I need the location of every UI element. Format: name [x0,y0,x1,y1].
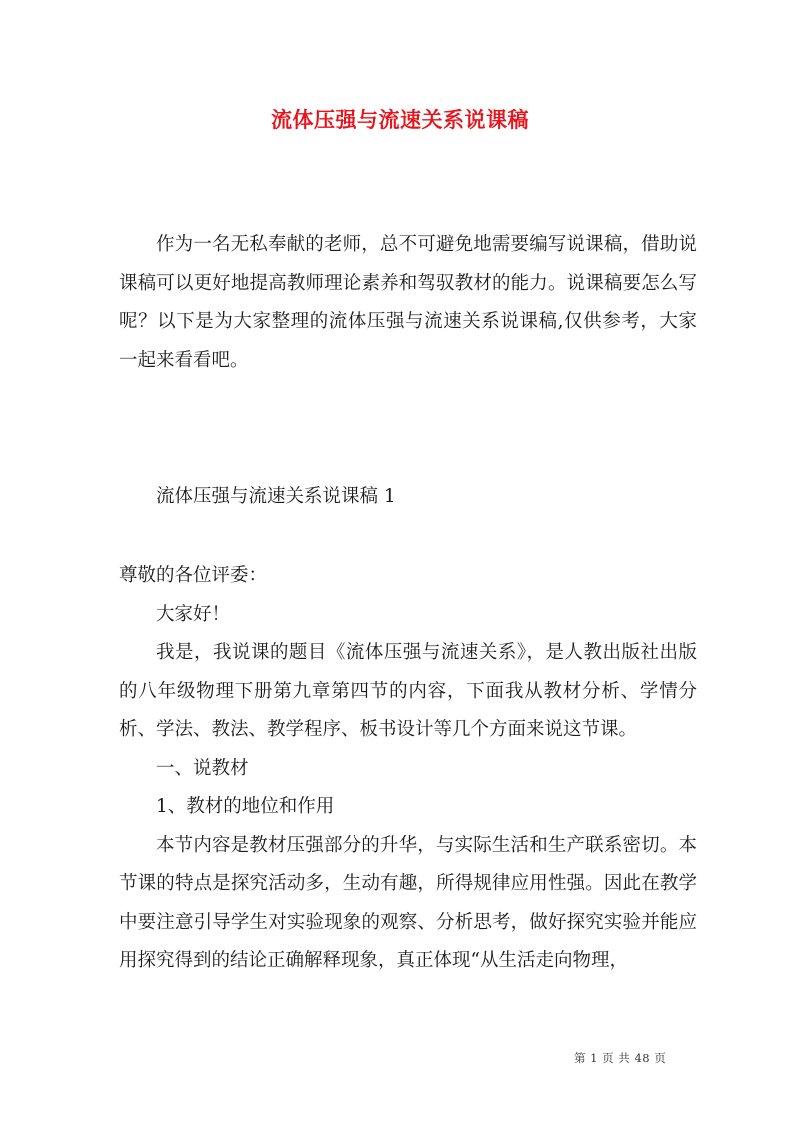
body-paragraph: 本节内容是教材压强部分的升华，与实际生活和生产联系密切。本节课的特点是探究活动多，生动有趣，所得规律应用性强。因此在教学中要注意引导学生对实验现象的观察、分析思考，做好探究实验并能应用探究得到的结论正确解释现象，真正体现“从生活走向物理， [119,834,697,971]
body-paragraph: 我是，我说课的题目《流体压强与流速关系》，是人教出版社出版的八年级物理下册第九章第四节的内容，下面我从教材分析、学情分析、学法、教法、教学程序、板书设计等几个方面来说这节课。 [119,642,697,740]
page-number-footer: 第 1 页 共 48 页 [574,1051,667,1065]
subheading-teaching-material: 一、说教材 [156,757,249,779]
greeting: 大家好！ [156,603,231,625]
salutation: 尊敬的各位评委： [119,565,268,586]
body-content [119,557,697,981]
intro-paragraph: 作为一名无私奉献的老师，总不可避免地需要编写说课稿，借助说课稿可以更好地提高教师理论素养和驾驭教材的能力。说课稿要怎么写呢？以下是为大家整理的流体压强与流速关系说课稿,仅供参考，大家一起来看看吧。 [119,234,697,371]
document-title: 流体压强与流速关系说课稿 [271,107,529,132]
subheading-status-role: 1、教材的地位和作用 [156,796,335,817]
section-heading: 流体压强与流速关系说课稿 1 [156,486,396,507]
